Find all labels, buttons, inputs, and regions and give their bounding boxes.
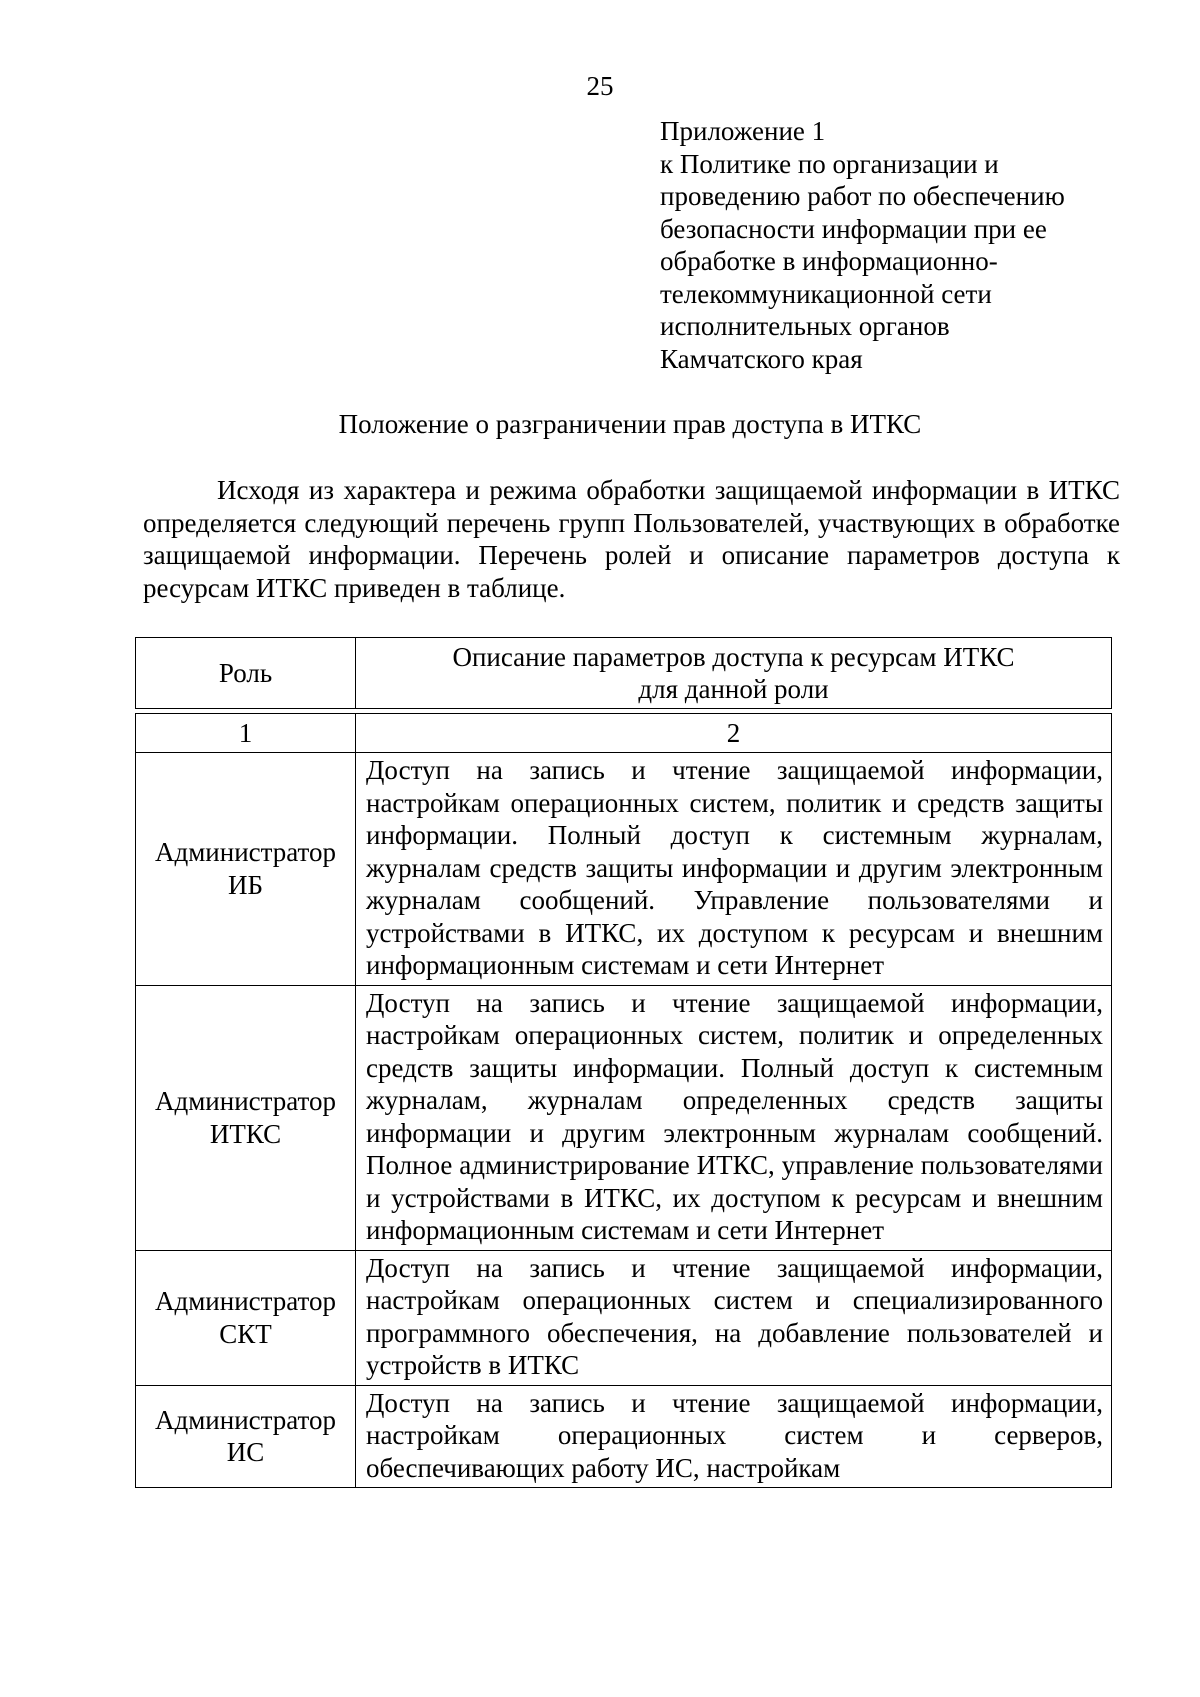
appendix-line: проведению работ по обеспечению xyxy=(660,181,1065,211)
appendix-line: безопасности информации при ее xyxy=(660,213,1047,244)
header-role-label: Роль xyxy=(218,657,273,688)
role-cell xyxy=(136,753,356,986)
appendix-header xyxy=(660,115,1140,375)
header-description-line: для данной роли xyxy=(638,674,829,704)
header-role-cell xyxy=(136,638,356,709)
table-row xyxy=(136,1250,1112,1385)
appendix-line: исполнительных органов xyxy=(660,311,950,341)
header-description-line: Описание параметров доступа к ресурсам ИТКС xyxy=(452,641,1015,672)
table-row xyxy=(136,1385,1112,1487)
role-line: ИБ xyxy=(227,869,263,900)
role-line: Администратор xyxy=(154,1286,336,1316)
column-number-cell: 2 xyxy=(356,714,1112,753)
role-line: ИТКС xyxy=(209,1118,282,1149)
description-text: Доступ на запись и чтение защищаемой информации, настройкам операционных систем и серверов, обеспечивающих работу ИС, настройкам xyxy=(366,1387,1103,1483)
intro-paragraph: Исходя из характера и режима обработки защищаемой информации в ИТКС определяется следующий перечень групп Пользователей, участвующих в обработке защищаемой информации. Перечень ролей и описание параметров доступа к ресурсам ИТКС приведен в таблице. xyxy=(143,475,1120,603)
role-line: СКТ xyxy=(219,1318,272,1349)
role-line: Администратор xyxy=(154,837,336,868)
description-cell: Доступ на запись и чтение защищаемой информации, настройкам операционных систем, политик и средств защиты информации. Полный доступ к системным журналам, журналам средств защиты информации и другим электронным журналам сообщений. Управление пользователями и устройствами в ИТКС, их доступом к ресурсам и внешним информационным системам и сети Интернет xyxy=(356,753,1112,986)
page-number: 25 xyxy=(586,71,614,101)
appendix-line: к Политике по организации и xyxy=(660,148,999,179)
role-cell xyxy=(136,985,356,1250)
description-cell: Доступ на запись и чтение защищаемой информации, настройкам операционных систем, политик и определенных средств защиты информации. Полный доступ к системным журналам, журналам определенных средств защиты информации и другим электронным журналам сообщений. Полное администрирование ИТКС, управление пользователями и устройствами в ИТКС, их доступом к ресурсам и внешним информационным системам и сети Интернет xyxy=(356,985,1112,1250)
description-cell xyxy=(356,1385,1112,1487)
column-number-cell: 1 xyxy=(136,714,356,753)
appendix-line: Камчатского края xyxy=(660,343,863,374)
appendix-line: телекоммуникационной сети xyxy=(660,278,992,309)
column-number-row xyxy=(136,714,1112,753)
role-cell xyxy=(136,1385,356,1487)
role-cell xyxy=(136,1250,356,1385)
role-line: Администратор xyxy=(154,1086,336,1116)
role-line: ИС xyxy=(226,1437,265,1467)
table-row xyxy=(136,753,1112,986)
document-title: Положение о разграничении прав доступа в ИТКС xyxy=(338,409,922,439)
table-header-row xyxy=(136,638,1112,709)
role-line: Администратор xyxy=(154,1404,336,1435)
table-row xyxy=(136,985,1112,1250)
header-description-cell xyxy=(356,638,1112,709)
appendix-line: Приложение 1 xyxy=(660,116,826,146)
description-cell: Доступ на запись и чтение защищаемой информации, настройкам операционных систем и специализированного программного обеспечения, на добавление пользователей и устройств в ИТКС xyxy=(356,1250,1112,1385)
access-roles-table xyxy=(135,637,1112,1488)
appendix-line: обработке в информационно- xyxy=(660,246,998,276)
